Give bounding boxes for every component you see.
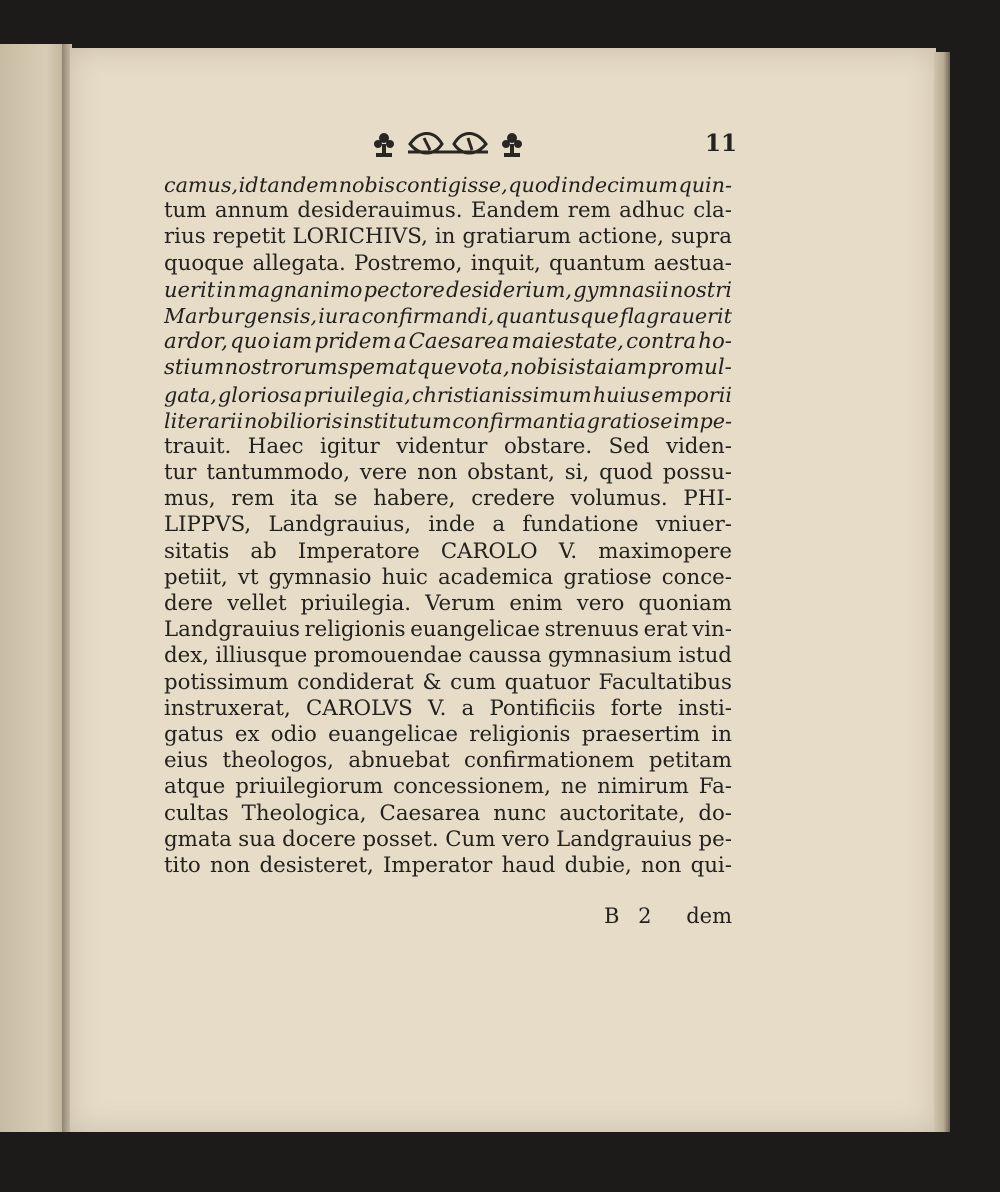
- text-line: quoque allegata. Postremo, inquit, quantum aestua-: [164, 250, 732, 276]
- text-line: gmata sua docere posset. Cum vero Landgrauius pe-: [164, 826, 732, 852]
- text-line: dere vellet priuilegia. Verum enim vero quoniam: [164, 591, 732, 616]
- text-line: rius repetit LORICHIVS, in gratiarum actione, supra: [164, 224, 732, 250]
- text-line: dex, illiusque promouendae caussa gymnasium istud: [164, 643, 732, 669]
- page-number: 11: [705, 130, 738, 157]
- floral-headpiece-ornament-icon: [372, 128, 524, 160]
- signature-mark: B 2: [604, 904, 658, 928]
- text-line: stium nostrorum spem atque vota, nobis ista iam promul-: [164, 355, 732, 381]
- text-line: mus, rem ita se habere, credere volumus. PHI-: [164, 486, 732, 512]
- text-line: tur tantummodo, vere non obstant, si, quod possu-: [164, 460, 732, 486]
- text-line: petiit, vt gymnasio huic academica gratiose conce-: [164, 564, 732, 590]
- text-line: atque priuilegiorum concessionem, ne nimirum Fa-: [164, 774, 732, 800]
- facing-page-edge: [0, 44, 66, 1132]
- text-line: sitatis ab Imperatore CAROLO V. maximopere: [164, 538, 732, 564]
- page-footer: [164, 904, 732, 932]
- text-line: camus, id tandem nobis contigisse, quod in decimum quin-: [164, 173, 732, 197]
- text-line: ardor, quo iam pridem a Caesarea maiestate, contra ho-: [164, 329, 732, 355]
- text-line: eius theologos, abnuebat confirmationem petitam: [164, 748, 732, 774]
- text-line: uerit in magnanimo pectore desiderium, gymnasii nostri: [164, 277, 732, 302]
- text-line: cultas Theologica, Caesarea nunc auctoritate, do-: [164, 800, 732, 826]
- body-text: [164, 172, 732, 879]
- text-line: instruxerat, CAROLVS V. a Pontificiis forte insti-: [164, 695, 732, 721]
- page-stack-edge: [934, 52, 950, 1132]
- text-line: LIPPVS, Landgrauius, inde a fundatione vniuer-: [164, 512, 732, 538]
- text-line: gata, gloriosa priuilegia, christianissimum huius emporii: [164, 382, 732, 407]
- text-line: tum annum desiderauimus. Eandem rem adhuc cla-: [164, 198, 732, 224]
- text-line: potissimum condiderat & cum quatuor Facultatibus: [164, 669, 732, 695]
- text-line: Marburgensis, iura confirmandi, quantusque flagrauerit: [164, 303, 732, 328]
- catchword: dem: [686, 904, 732, 928]
- text-line: Landgrauius religionis euangelicae strenuus erat vin-: [164, 617, 732, 643]
- text-line: tito non desisteret, Imperator haud dubie, non qui-: [164, 852, 732, 878]
- text-line: trauit. Haec igitur videntur obstare. Sed viden-: [164, 433, 732, 459]
- text-line: gatus ex odio euangelicae religionis praesertim in: [164, 721, 732, 747]
- text-line: literarii nobilioris institutum confirmantia gratiose impe-: [164, 408, 732, 433]
